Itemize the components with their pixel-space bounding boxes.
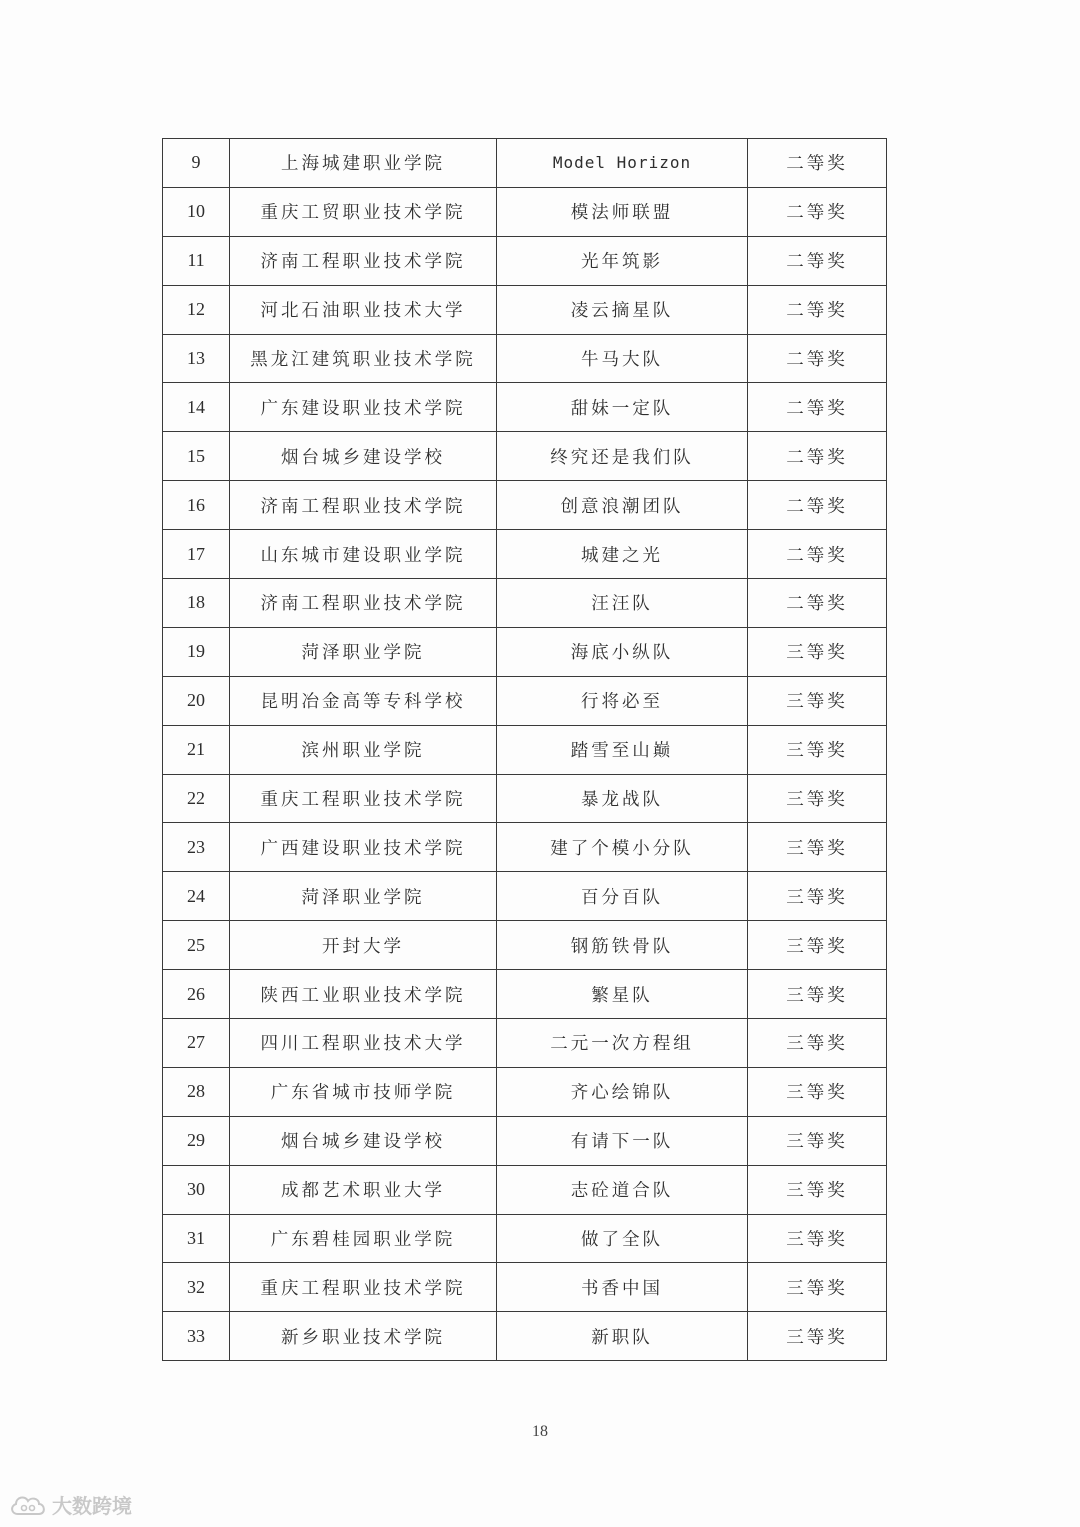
- award-level-cell: 三等奖: [748, 1116, 887, 1165]
- award-level-cell: 三等奖: [748, 1214, 887, 1263]
- row-number-cell: 15: [163, 432, 230, 481]
- school-cell: 菏泽职业学院: [230, 872, 497, 921]
- school-cell: 广东碧桂园职业学院: [230, 1214, 497, 1263]
- table-row: [163, 921, 887, 970]
- team-name-cell: 二元一次方程组: [497, 1019, 748, 1068]
- school-cell: 济南工程职业技术学院: [230, 579, 497, 628]
- row-number-cell: 11: [163, 236, 230, 285]
- table-row: [163, 774, 887, 823]
- school-cell: 烟台城乡建设学校: [230, 1116, 497, 1165]
- table-row: [163, 627, 887, 676]
- team-name-cell: 书香中国: [497, 1263, 748, 1312]
- page-number: 18: [532, 1423, 548, 1440]
- award-level-cell: 二等奖: [748, 334, 887, 383]
- team-name-cell: 凌云摘星队: [497, 285, 748, 334]
- team-name-cell: 暴龙战队: [497, 774, 748, 823]
- row-number-cell: 17: [163, 530, 230, 579]
- school-cell: 广东建设职业技术学院: [230, 383, 497, 432]
- team-name-cell: 建了个模小分队: [497, 823, 748, 872]
- school-cell: 滨州职业学院: [230, 725, 497, 774]
- award-level-cell: 三等奖: [748, 823, 887, 872]
- team-name-cell: 百分百队: [497, 872, 748, 921]
- school-cell: 菏泽职业学院: [230, 627, 497, 676]
- row-number-cell: 28: [163, 1067, 230, 1116]
- award-level-cell: 三等奖: [748, 1312, 887, 1361]
- table-row: [163, 970, 887, 1019]
- cloud-logo-icon: [8, 1492, 48, 1518]
- row-number-cell: 26: [163, 970, 230, 1019]
- table-row: [163, 579, 887, 628]
- team-name-cell: 汪汪队: [497, 579, 748, 628]
- school-cell: 陕西工业职业技术学院: [230, 970, 497, 1019]
- award-level-cell: 二等奖: [748, 579, 887, 628]
- team-name-cell: 终究还是我们队: [497, 432, 748, 481]
- row-number-cell: 30: [163, 1165, 230, 1214]
- school-cell: 山东城市建设职业学院: [230, 530, 497, 579]
- row-number-cell: 32: [163, 1263, 230, 1312]
- award-level-cell: 二等奖: [748, 530, 887, 579]
- team-name-cell: 新职队: [497, 1312, 748, 1361]
- team-name-cell: 踏雪至山巅: [497, 725, 748, 774]
- row-number-cell: 18: [163, 579, 230, 628]
- table-row: [163, 1312, 887, 1361]
- award-level-cell: 二等奖: [748, 285, 887, 334]
- school-cell: 广东省城市技师学院: [230, 1067, 497, 1116]
- school-cell: 黑龙江建筑职业技术学院: [230, 334, 497, 383]
- table-row: [163, 334, 887, 383]
- award-level-cell: 三等奖: [748, 725, 887, 774]
- team-name-cell: 牛马大队: [497, 334, 748, 383]
- awards-table-body: [163, 139, 887, 1361]
- table-row: [163, 1019, 887, 1068]
- award-level-cell: 三等奖: [748, 1019, 887, 1068]
- school-cell: 济南工程职业技术学院: [230, 481, 497, 530]
- school-cell: 济南工程职业技术学院: [230, 236, 497, 285]
- school-cell: 昆明冶金高等专科学校: [230, 676, 497, 725]
- table-row: [163, 872, 887, 921]
- team-name-cell: 模法师联盟: [497, 187, 748, 236]
- school-cell: 四川工程职业技术大学: [230, 1019, 497, 1068]
- row-number-cell: 33: [163, 1312, 230, 1361]
- row-number-cell: 14: [163, 383, 230, 432]
- row-number-cell: 21: [163, 725, 230, 774]
- awards-table: [162, 138, 887, 1361]
- school-cell: 广西建设职业技术学院: [230, 823, 497, 872]
- team-name-cell: 繁星队: [497, 970, 748, 1019]
- row-number-cell: 9: [163, 139, 230, 188]
- school-cell: 重庆工贸职业技术学院: [230, 187, 497, 236]
- row-number-cell: 29: [163, 1116, 230, 1165]
- watermark: [8, 1490, 132, 1519]
- school-cell: 重庆工程职业技术学院: [230, 774, 497, 823]
- award-level-cell: 二等奖: [748, 432, 887, 481]
- table-row: [163, 725, 887, 774]
- row-number-cell: 22: [163, 774, 230, 823]
- award-level-cell: 三等奖: [748, 1067, 887, 1116]
- award-level-cell: 三等奖: [748, 921, 887, 970]
- award-level-cell: 二等奖: [748, 187, 887, 236]
- team-name-cell: 志砼道合队: [497, 1165, 748, 1214]
- table-row: [163, 530, 887, 579]
- table-row: [163, 1067, 887, 1116]
- team-name-cell: 海底小纵队: [497, 627, 748, 676]
- table-row: [163, 1263, 887, 1312]
- team-name-cell: 钢筋铁骨队: [497, 921, 748, 970]
- row-number-cell: 23: [163, 823, 230, 872]
- row-number-cell: 25: [163, 921, 230, 970]
- table-row: [163, 432, 887, 481]
- row-number-cell: 24: [163, 872, 230, 921]
- row-number-cell: 13: [163, 334, 230, 383]
- team-name-cell: 甜妹一定队: [497, 383, 748, 432]
- table-row: [163, 285, 887, 334]
- row-number-cell: 16: [163, 481, 230, 530]
- table-row: [163, 676, 887, 725]
- award-level-cell: 三等奖: [748, 1263, 887, 1312]
- team-name-cell: 创意浪潮团队: [497, 481, 748, 530]
- table-row: [163, 1214, 887, 1263]
- team-name-cell: 齐心绘锦队: [497, 1067, 748, 1116]
- team-name-cell: 城建之光: [497, 530, 748, 579]
- team-name-cell: Model Horizon: [497, 139, 748, 188]
- table-row: [163, 187, 887, 236]
- watermark-text: 大数跨境: [52, 1494, 132, 1518]
- row-number-cell: 27: [163, 1019, 230, 1068]
- award-level-cell: 三等奖: [748, 774, 887, 823]
- table-row: [163, 823, 887, 872]
- school-cell: 开封大学: [230, 921, 497, 970]
- award-level-cell: 三等奖: [748, 676, 887, 725]
- school-cell: 上海城建职业学院: [230, 139, 497, 188]
- table-row: [163, 139, 887, 188]
- award-level-cell: 二等奖: [748, 236, 887, 285]
- table-row: [163, 1165, 887, 1214]
- row-number-cell: 31: [163, 1214, 230, 1263]
- school-cell: 烟台城乡建设学校: [230, 432, 497, 481]
- school-cell: 重庆工程职业技术学院: [230, 1263, 497, 1312]
- award-level-cell: 三等奖: [748, 970, 887, 1019]
- award-level-cell: 二等奖: [748, 139, 887, 188]
- table-row: [163, 383, 887, 432]
- team-name-cell: 行将必至: [497, 676, 748, 725]
- team-name-cell: 做了全队: [497, 1214, 748, 1263]
- row-number-cell: 20: [163, 676, 230, 725]
- row-number-cell: 12: [163, 285, 230, 334]
- row-number-cell: 19: [163, 627, 230, 676]
- award-level-cell: 三等奖: [748, 872, 887, 921]
- school-cell: 河北石油职业技术大学: [230, 285, 497, 334]
- team-name-cell: 有请下一队: [497, 1116, 748, 1165]
- table-row: [163, 1116, 887, 1165]
- row-number-cell: 10: [163, 187, 230, 236]
- award-level-cell: 二等奖: [748, 481, 887, 530]
- award-level-cell: 三等奖: [748, 627, 887, 676]
- team-name-cell: 光年筑影: [497, 236, 748, 285]
- table-row: [163, 236, 887, 285]
- school-cell: 成都艺术职业大学: [230, 1165, 497, 1214]
- table-row: [163, 481, 887, 530]
- award-level-cell: 三等奖: [748, 1165, 887, 1214]
- school-cell: 新乡职业技术学院: [230, 1312, 497, 1361]
- award-level-cell: 二等奖: [748, 383, 887, 432]
